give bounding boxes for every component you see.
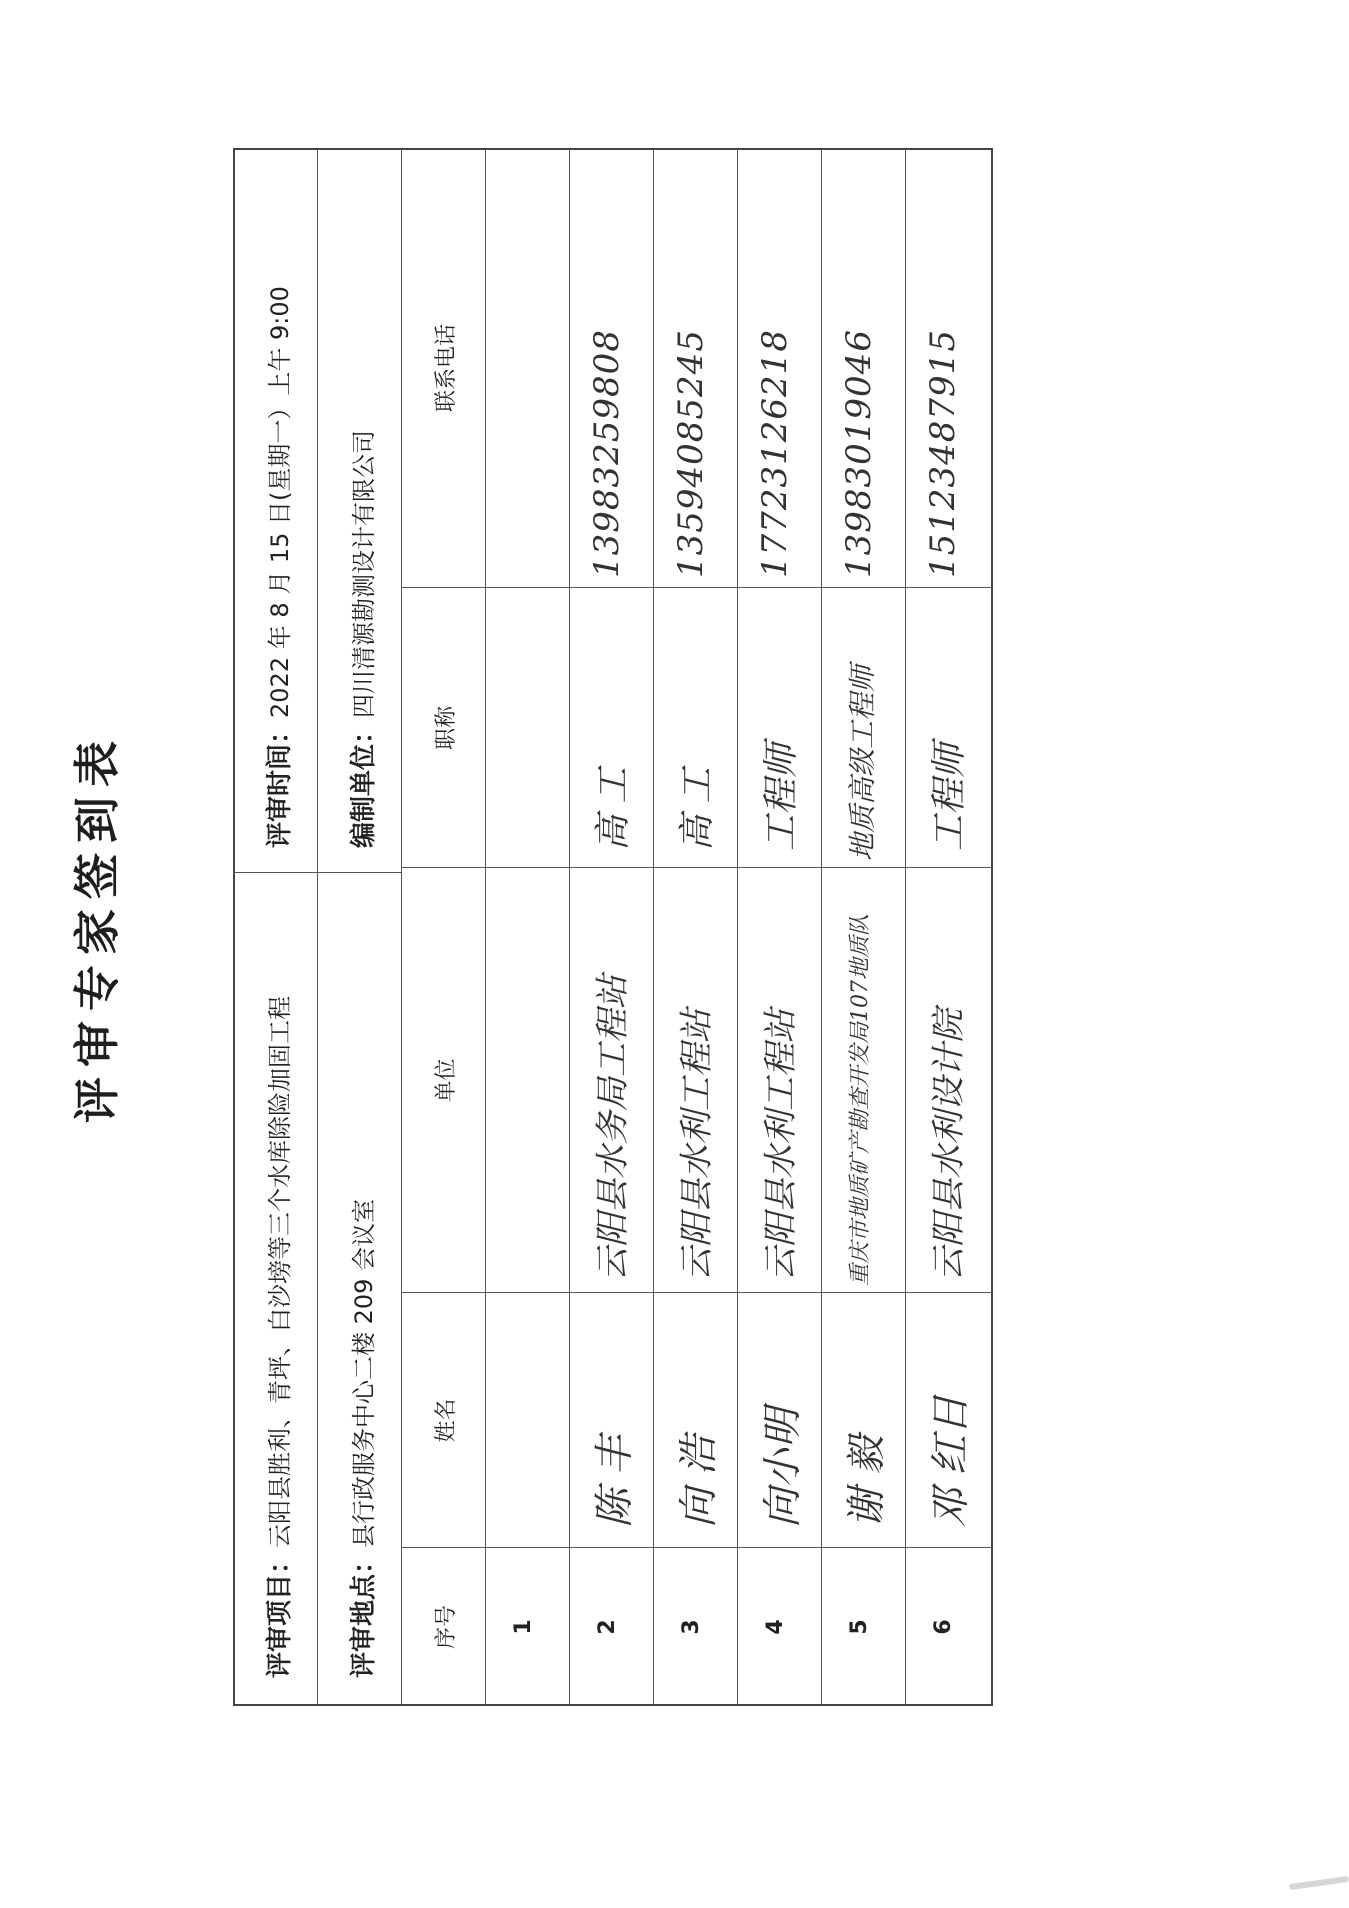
row-seq: 1 xyxy=(511,1619,536,1635)
handwritten-unit: 重庆市地质矿产勘查开发局107地质队 xyxy=(848,914,873,1286)
time-label: 评审时间： xyxy=(265,717,295,848)
divider xyxy=(317,148,318,1706)
divider xyxy=(485,148,486,1706)
divider xyxy=(653,148,654,1706)
handwritten-name: 邓 红日 xyxy=(928,1395,974,1528)
org-label: 编制单位： xyxy=(349,717,379,848)
org-value: 四川清源勘测设计有限公司 xyxy=(350,429,378,718)
handwritten-phone: 13983019046 xyxy=(839,329,879,578)
handwritten-phone: 17723126218 xyxy=(755,329,795,578)
handwritten-name: 陈 丰 xyxy=(592,1435,638,1528)
handwritten-title: 高 工 xyxy=(593,767,634,851)
project-value: 云阳县胜利、青坪、白沙塝等三个水库除险加固工程 xyxy=(266,995,294,1548)
divider xyxy=(401,1292,993,1293)
row-seq: 4 xyxy=(763,1619,788,1635)
divider xyxy=(821,148,822,1706)
handwritten-title: 地质高级工程师 xyxy=(846,664,879,861)
divider xyxy=(233,872,401,873)
form-title: 评审专家签到表 xyxy=(70,731,124,1123)
handwritten-title: 工程师 xyxy=(929,742,970,851)
time-value: 2022 年 8 月 15 日(星期一）上午 9:00 xyxy=(266,286,294,718)
divider xyxy=(737,148,738,1706)
handwritten-phone: 13983259808 xyxy=(587,329,627,578)
handwritten-title: 高 工 xyxy=(677,767,718,851)
header-unit: 单位 xyxy=(434,1058,459,1103)
location-label: 评审地点： xyxy=(349,1547,379,1678)
scan-edge-mark xyxy=(1289,1876,1349,1890)
org-row xyxy=(343,430,380,848)
handwritten-unit: 云阳县水利工程站 xyxy=(761,1009,801,1281)
handwritten-name: 向 浩 xyxy=(676,1435,722,1528)
header-name: 姓名 xyxy=(434,1398,459,1443)
divider xyxy=(905,148,906,1706)
row-seq: 3 xyxy=(679,1619,704,1635)
header-phone: 联系电话 xyxy=(434,324,459,413)
time-row xyxy=(259,286,296,848)
handwritten-title: 工程师 xyxy=(761,742,802,851)
project-row xyxy=(259,996,296,1678)
row-seq: 6 xyxy=(931,1619,956,1635)
project-label: 评审项目： xyxy=(265,1547,295,1678)
handwritten-name: 谢 毅 xyxy=(844,1435,890,1528)
handwritten-phone: 15123487915 xyxy=(923,329,963,578)
divider xyxy=(401,867,993,868)
handwritten-unit: 云阳县水利设计院 xyxy=(929,1009,969,1281)
divider xyxy=(569,148,570,1706)
sign-in-form xyxy=(70,148,993,1706)
header-title: 职称 xyxy=(434,706,459,751)
row-seq: 2 xyxy=(595,1619,620,1635)
row-seq: 5 xyxy=(847,1619,872,1635)
divider xyxy=(401,148,402,1706)
handwritten-unit: 云阳县水利工程站 xyxy=(677,1009,717,1281)
divider xyxy=(401,587,993,588)
header-seq: 序号 xyxy=(434,1605,459,1650)
handwritten-unit: 云阳县水务局工程站 xyxy=(593,975,633,1281)
handwritten-phone: 13594085245 xyxy=(671,329,711,578)
location-row xyxy=(343,1199,380,1678)
location-value: 县行政服务中心二楼 209 会议室 xyxy=(350,1198,378,1548)
handwritten-name: 向小明 xyxy=(760,1408,806,1528)
